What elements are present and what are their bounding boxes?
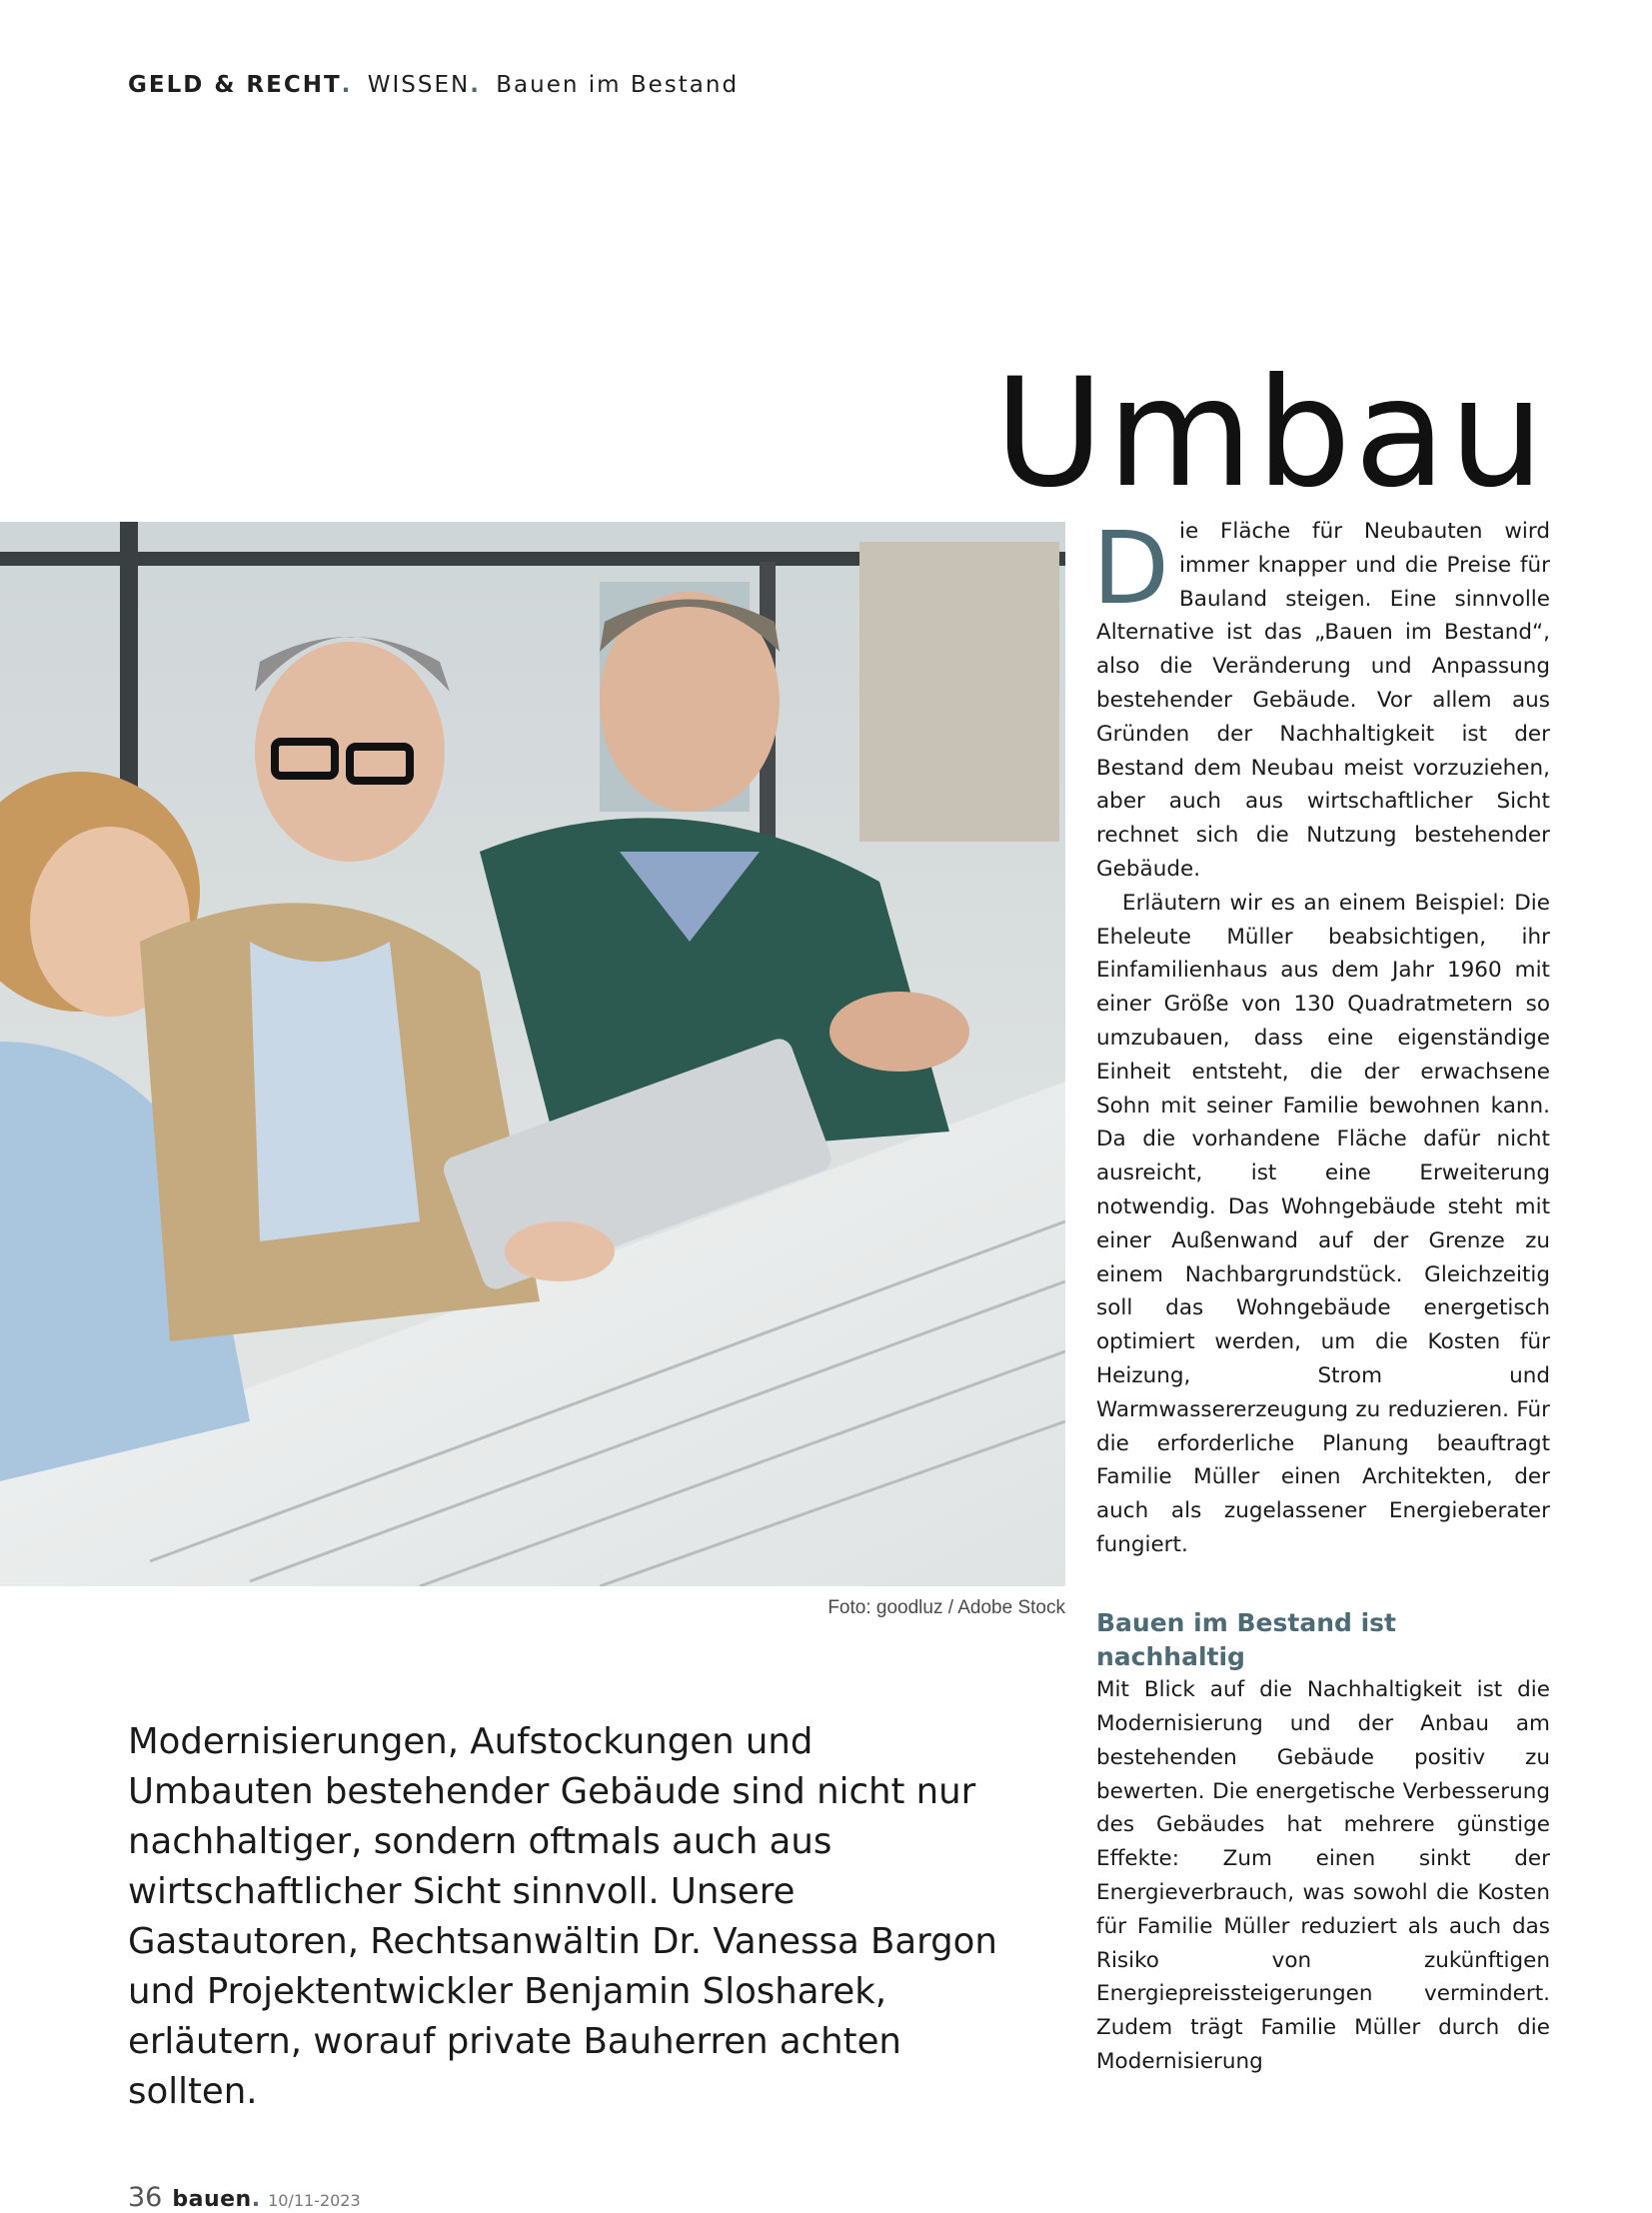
page-footer [128,2182,361,2213]
paragraph-text: ie Fläche für Neubauten wird immer knapper und die Preise für Bauland steigen. Eine sinnvolle Alternative ist das „Bauen im Bestand“, also die Veränderung und Anpassung bestehender Gebäude. Vor allem aus Gründen der Nachhaltigkeit ist der Bestand dem Neubau meist vorzuziehen, aber auch aus wirtschaftlicher Sicht rechnet sich die Nutzung bestehender Gebäude. [1096,519,1550,882]
breadcrumb-subsection: WISSEN [367,72,471,98]
breadcrumb-topic: Bauen im Bestand [496,72,740,98]
lead-paragraph: Modernisierungen, Aufstockungen und Umbauten bestehender Gebäude sind nicht nur nachhaltiger, sondern oftmals auch aus wirtschaftlicher Sicht sinnvoll. Unsere Gastautoren, Rechtsanwältin Dr. Vanessa Bargon und Projektentwickler Benjamin Slosharek, erläutern, worauf private Bauherren achten sollten. [128,1720,997,2112]
breadcrumb-separator: . [341,72,351,98]
photo-illustration [0,522,1065,1586]
article-photo [0,522,1065,1586]
article-subheading: Bauen im Bestand ist nachhaltig [1096,1607,1397,1671]
article-paragraph [1092,510,1550,887]
article-paragraph: Erläutern wir es an einem Beispiel: Die Eheleute Müller beabsichtigen, ihr Einfamilienhaus aus dem Jahr 1960 mit einer Größe von 130 Quadratmetern so umzubauen, dass eine eigenständige Einheit entsteht, die der erwachsene Sohn mit seiner Familie bewohnen kann. Da die vorhandene Fläche dafür nicht ausreicht, ist eine Erweiterung notwendig. Das Wohngebäude steht mit einer Außenwand auf der Grenze zu einem Nachbargrundstück. Gleichzeitig soll das Wohngebäude energetisch optimiert werden, um die Kosten für Heizung, Strom und Warmwassererzeugung zu reduzieren. Für die erforderliche Planung beauftragt Familie Müller einen Architekten, der auch als zugelassener Energieberater fungiert. [1096,890,1550,1557]
issue-number: 10/11-2023 [268,2191,361,2210]
photo-caption: Foto: goodluz / Adobe Stock [827,1597,1065,1618]
breadcrumb-separator: . [470,72,479,98]
breadcrumb-section: GELD & RECHT [128,72,342,98]
drop-cap: D [1092,510,1170,627]
breadcrumb [128,72,739,98]
magazine-name: bauen [172,2187,252,2212]
article-paragraph: Mit Blick auf die Nachhaltigkeit ist die Modernisierung und der Anbau am bestehenden Gebäude positiv zu bewerten. Die energetische Verbesserung des Gebäudes hat mehrere günstige Effekte: Zum einen sinkt der Energieverbrauch, was sowohl die Kosten für Familie Müller reduziert als auch das Risiko von zukünftigen Energiepreissteigerungen vermindert. Zudem trägt Familie Müller durch die Modernisierung [1096,1677,1550,2075]
article-body [1092,510,1550,2079]
magazine-dot: . [251,2187,261,2212]
article-title: Umbau [993,346,1547,521]
page-number: 36 [128,2182,163,2213]
